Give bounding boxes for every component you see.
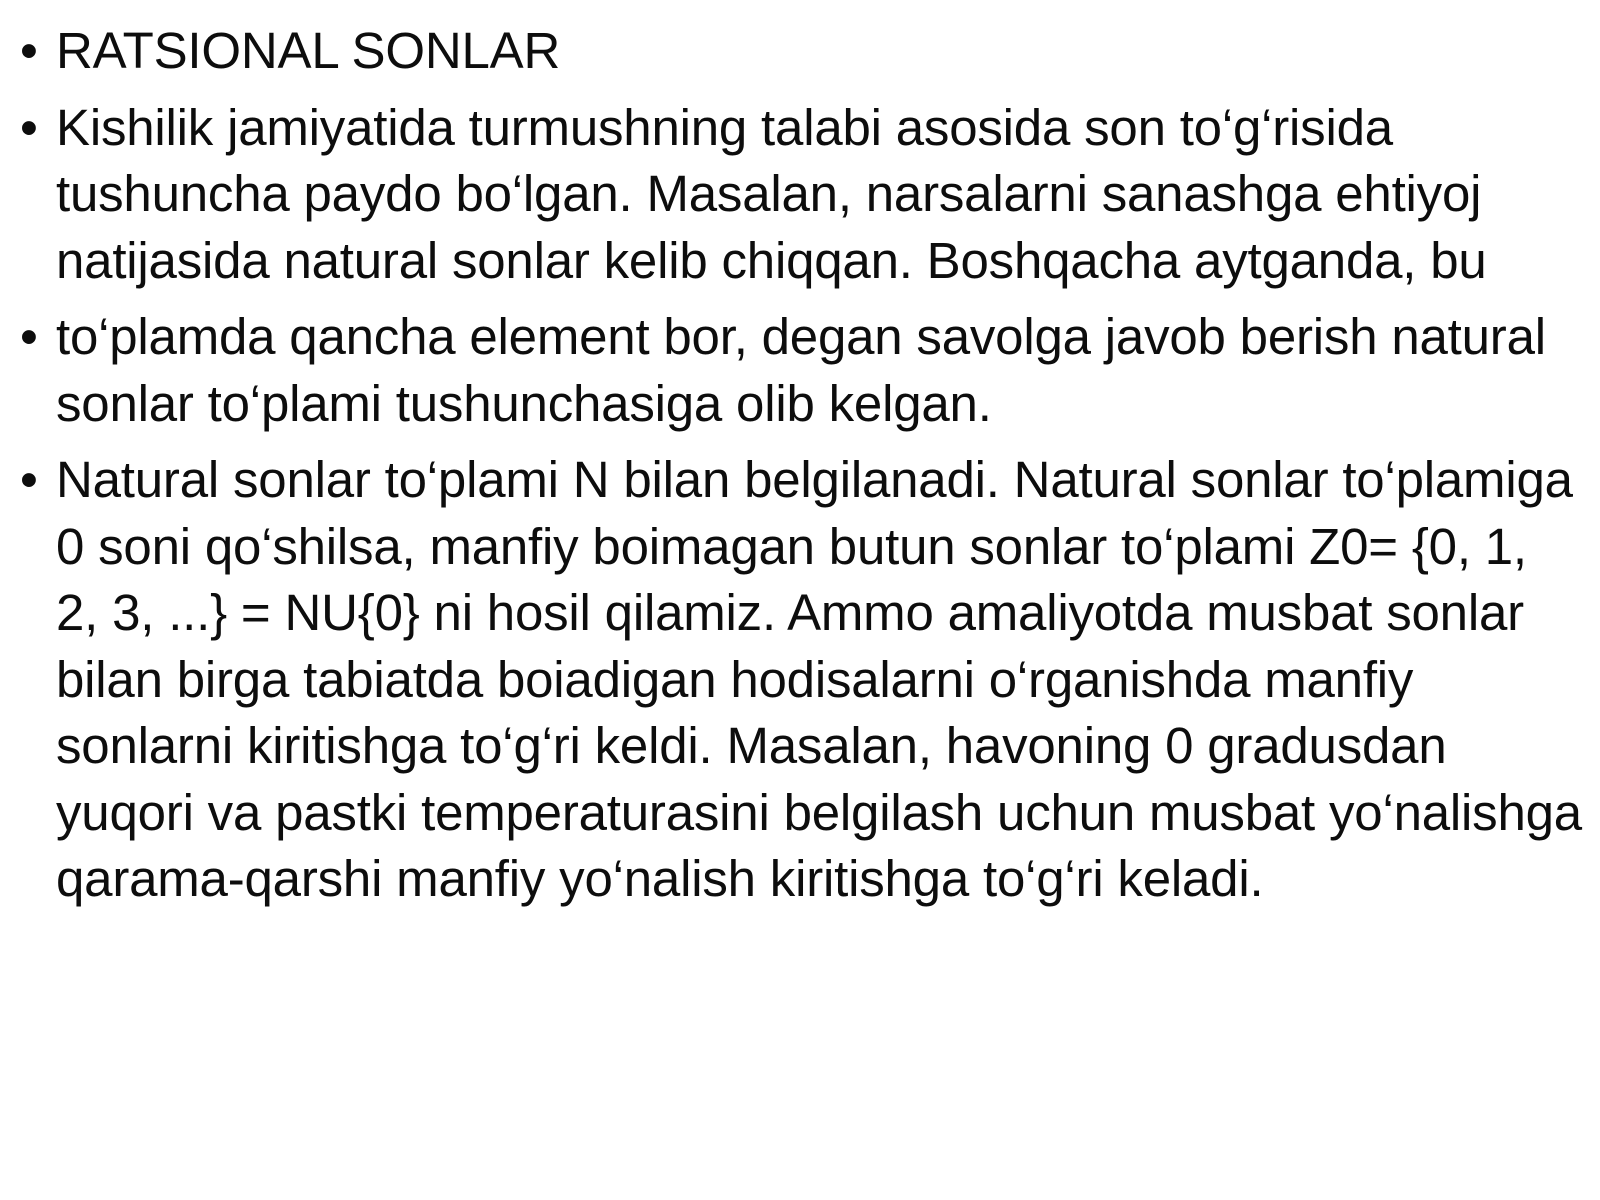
- bullet-item: [12, 95, 1582, 295]
- bullet-dot-icon: •: [20, 22, 38, 79]
- bullet-item: [12, 447, 1582, 913]
- bullet-text: Natural sonlar to‘plami N bilan belgilanadi. Natural sonlar to‘plamiga 0 soni qo‘shilsa, manfiy boimagan butun sonlar to‘plami Z0= {0, 1, 2, 3, ...} = NU{0} ni hosil qilamiz. Ammo amaliyotda musbat sonlar bilan birga tabiatda boiadigan hodisalarni o‘rganishda manfiy sonlarni kiritishga to‘g‘ri keldi. Masalan, havoning 0 gradusdan yuqori va pastki temperaturasini belgilash uchun musbat yo‘nalishga qarama-qarshi manfiy yo‘nalish kiritishga to‘g‘ri keladi.: [56, 451, 1582, 907]
- bullet-dot-icon: •: [20, 451, 38, 508]
- bullet-dot-icon: •: [20, 98, 38, 156]
- bullet-list: [12, 18, 1582, 923]
- bullet-text: to‘plamda qancha element bor, degan savolga javob berish natural sonlar to‘plami tushunchasiga olib kelgan.: [56, 308, 1546, 432]
- bullet-item: [12, 304, 1582, 437]
- bullet-dot-icon: •: [20, 308, 38, 365]
- slide-title: RATSIONAL SONLAR: [56, 22, 561, 79]
- bullet-item-title: [12, 18, 1582, 85]
- bullet-text: Kishilik jamiyatida turmushning talabi asosida son to‘g‘risida tushuncha paydo bo‘lgan. Masalan, narsalarni sanashga ehtiyoj natijasida natural sonlar kelib chiqqan. Boshqacha aytganda, bu: [56, 98, 1487, 289]
